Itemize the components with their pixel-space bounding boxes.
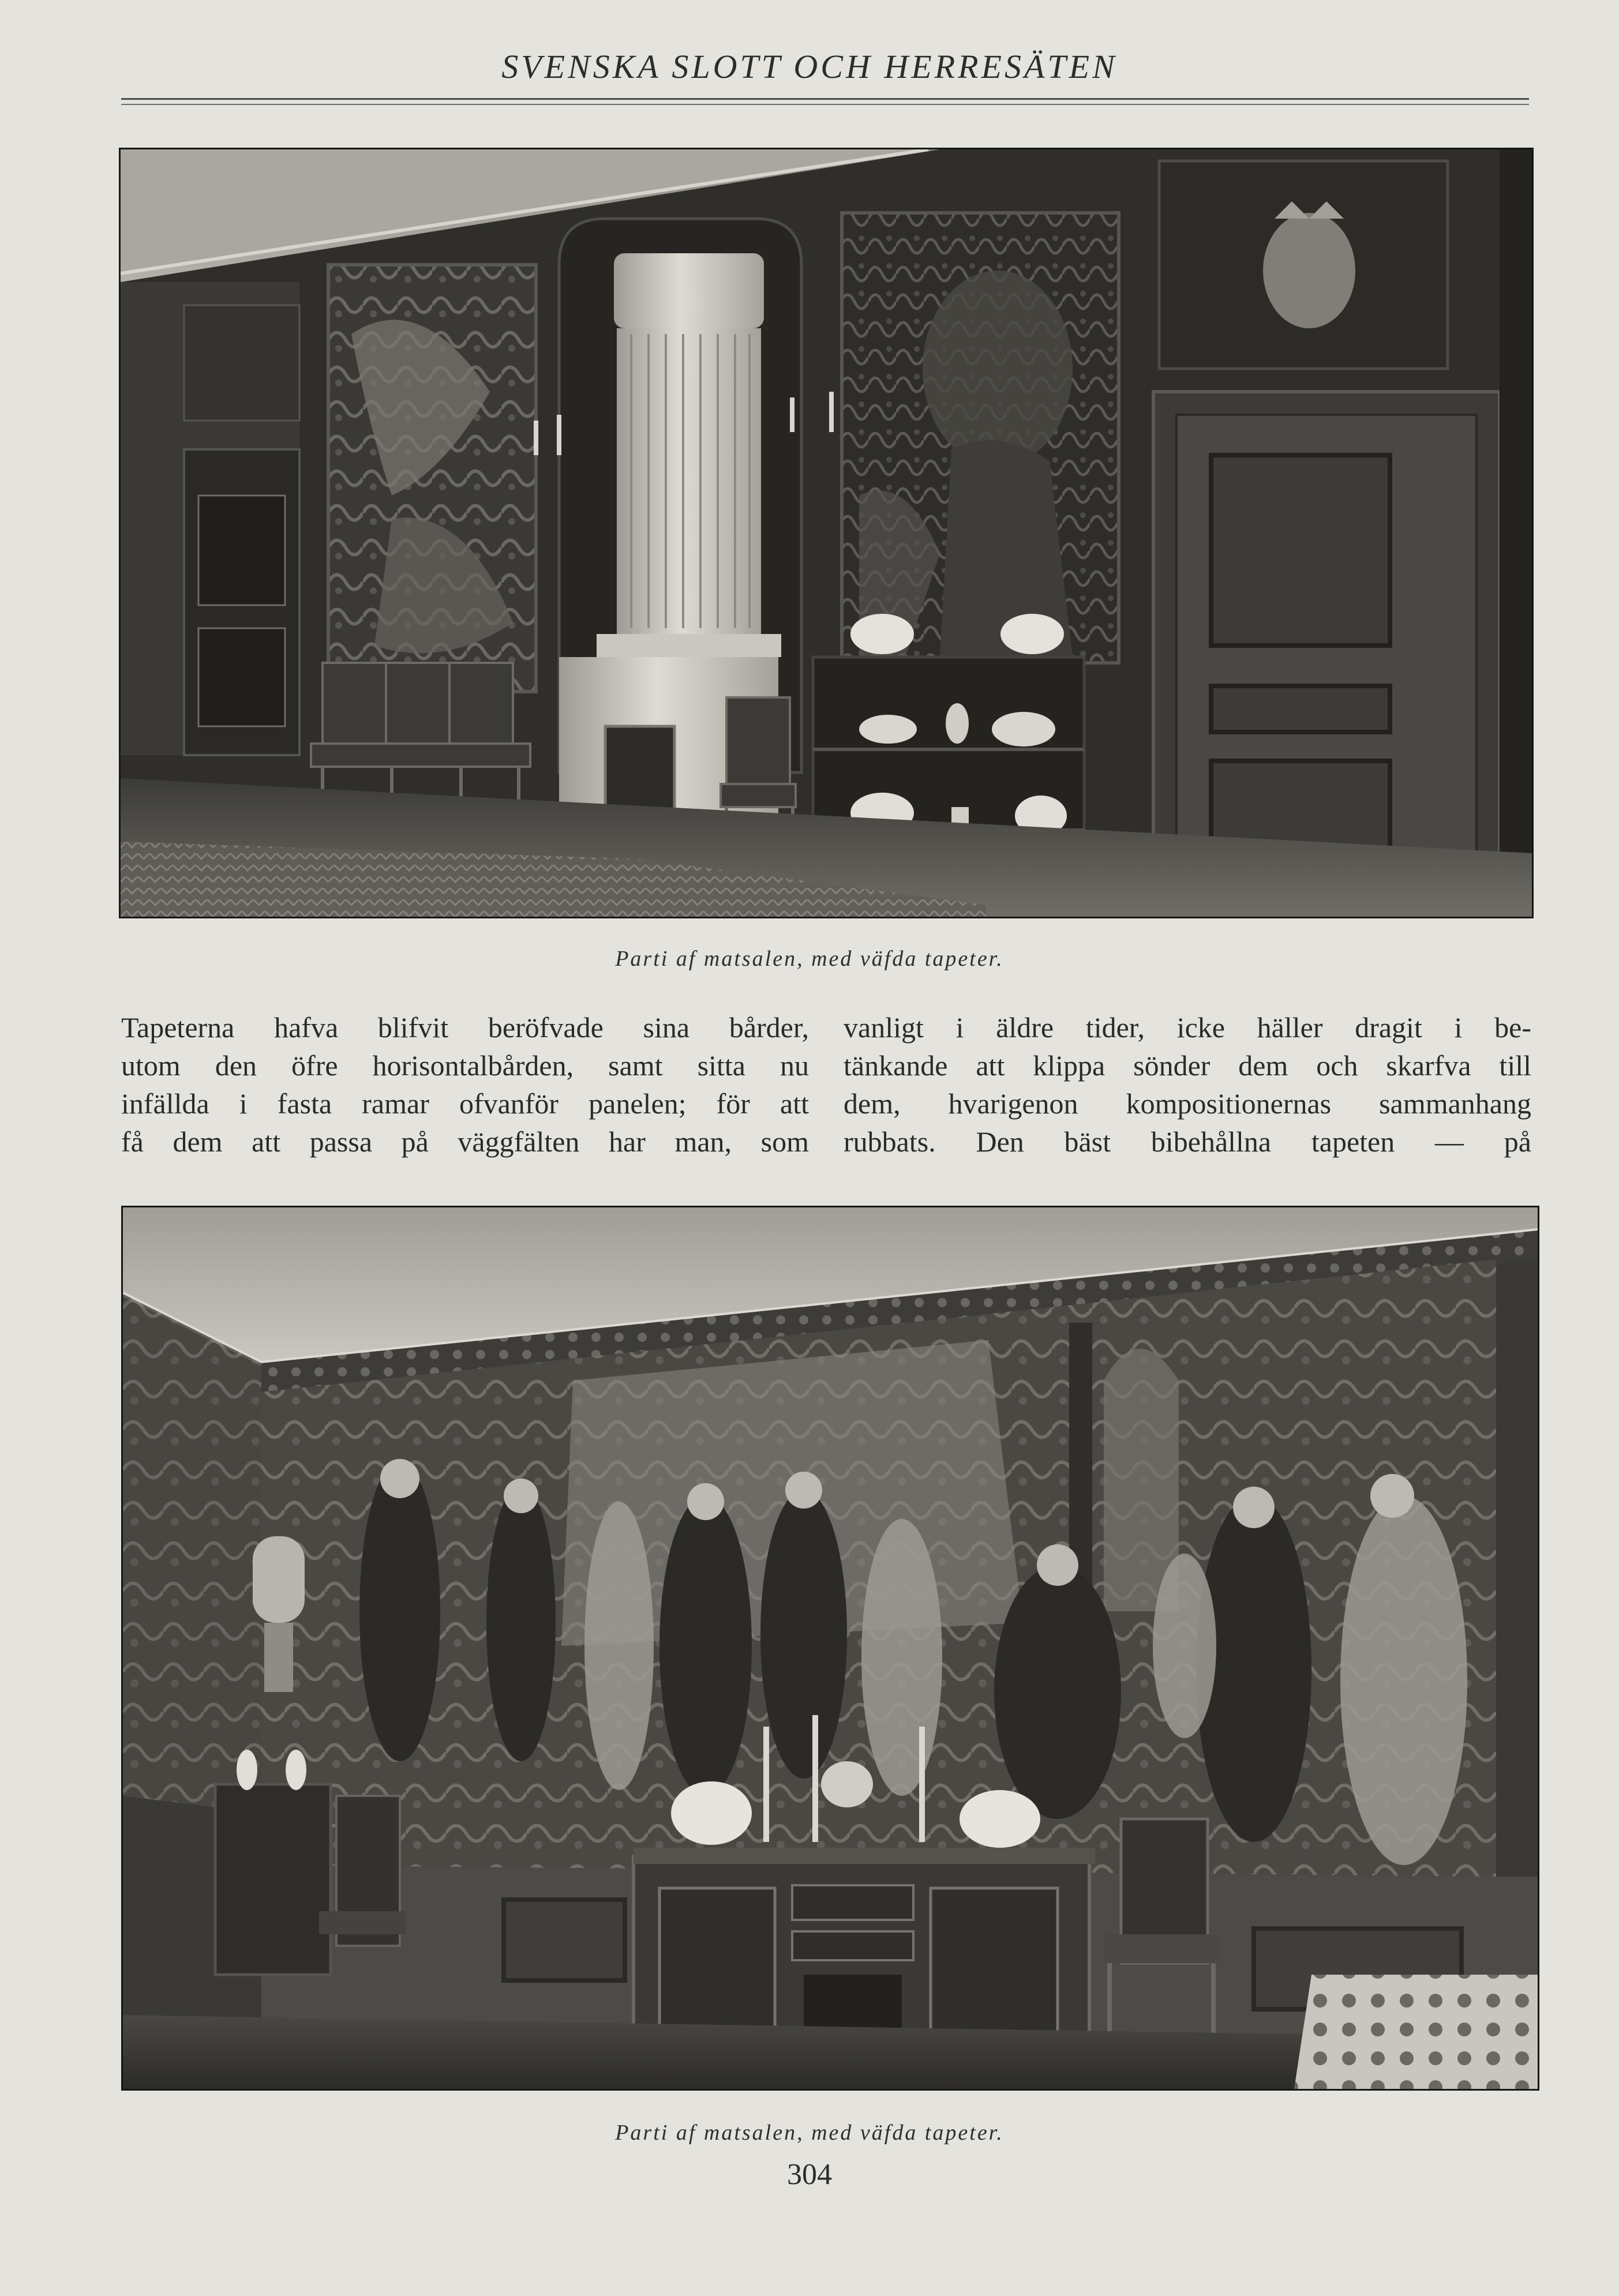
plate-caption: Parti af matsalen, med väfda tapeter. <box>615 2121 1004 2145</box>
header-rule <box>121 98 1529 100</box>
running-head: SVENSKA SLOTT OCH HERRESÄTEN <box>501 48 1118 85</box>
body-text-left-column <box>121 1008 809 1161</box>
text-line: vanligt i äldre tider, icke häller dragit i be- <box>844 1011 1531 1044</box>
text-line: tänkande att klippa sönder dem och skarfva till <box>844 1049 1531 1082</box>
header-rule <box>121 104 1529 105</box>
page-number: 304 <box>787 2158 832 2191</box>
body-text-right-column <box>844 1008 1531 1161</box>
photo-plate-dining-room-stove <box>119 148 1534 918</box>
photo-illustration <box>123 1207 1538 2089</box>
text-line: få dem att passa på väggfälten har man, som <box>121 1126 809 1158</box>
text-line: infällda i fasta ramar ofvanför panelen; för att <box>121 1087 809 1120</box>
text-line: rubbats. Den bäst bibehållna tapeten — på <box>844 1126 1531 1158</box>
text-line: Tapeterna hafva blifvit beröfvade sina bårder, <box>121 1011 809 1044</box>
photo-plate-dining-room-tapestry <box>121 1206 1539 2091</box>
plate-caption: Parti af matsalen, med väfda tapeter. <box>615 947 1004 971</box>
photo-illustration <box>121 149 1532 917</box>
text-line: dem, hvarigenon kompositionernas sammanhang <box>844 1087 1531 1120</box>
text-line: utom den öfre horisontalbården, samt sitta nu <box>121 1049 809 1082</box>
